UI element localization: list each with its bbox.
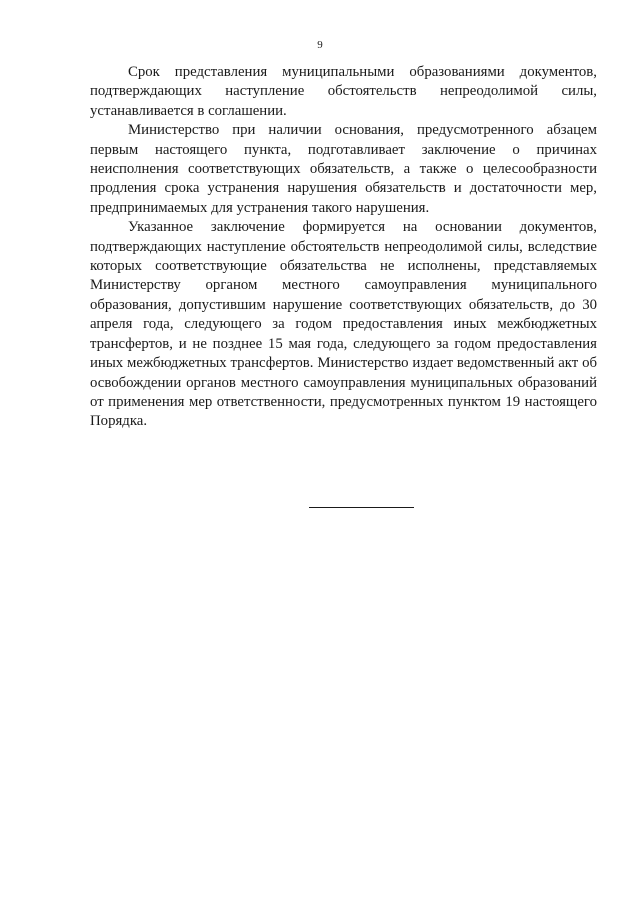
end-separator-line: [309, 507, 414, 508]
paragraph-submission-deadline: Срок представления муниципальными образованиями документов, подтверждающих наступление обстоятельств непреодолимой силы, устанавливается в соглашении.: [90, 64, 597, 119]
paragraph-ministry-conclusion: Министерство при наличии основания, предусмотренного абзацем первым настоящего пункта, подготавливает заключение о причинах неисполнения соответствующих обязательств, а также о целесообразности продления срока устранения нарушения обязательств и достаточности мер, предпринимаемых для устранения такого нарушения.: [90, 122, 597, 216]
paragraph-conclusion-basis: Указанное заключение формируется на основании документов, подтверждающих наступление обстоятельств непреодолимой силы, вследствие которых соответствующие обязательства не исполнены, представляемых Министерству органом местного самоуправления муниципального образования, допустившим нарушение соответствующих обязательств, до 30 апреля года, следующего за годом предоставления иных межбюджетных трансфертов, и не позднее 15 мая года, следующего за годом предоставления иных межбюджетных трансфертов. Министерство издает ведомственный акт об освобождении органов местного самоуправления муниципальных образований от применения мер ответственности, предусмотренных пунктом 19 настоящего Порядка.: [90, 219, 597, 430]
document-body: [90, 63, 597, 432]
page-number: 9: [317, 39, 323, 51]
